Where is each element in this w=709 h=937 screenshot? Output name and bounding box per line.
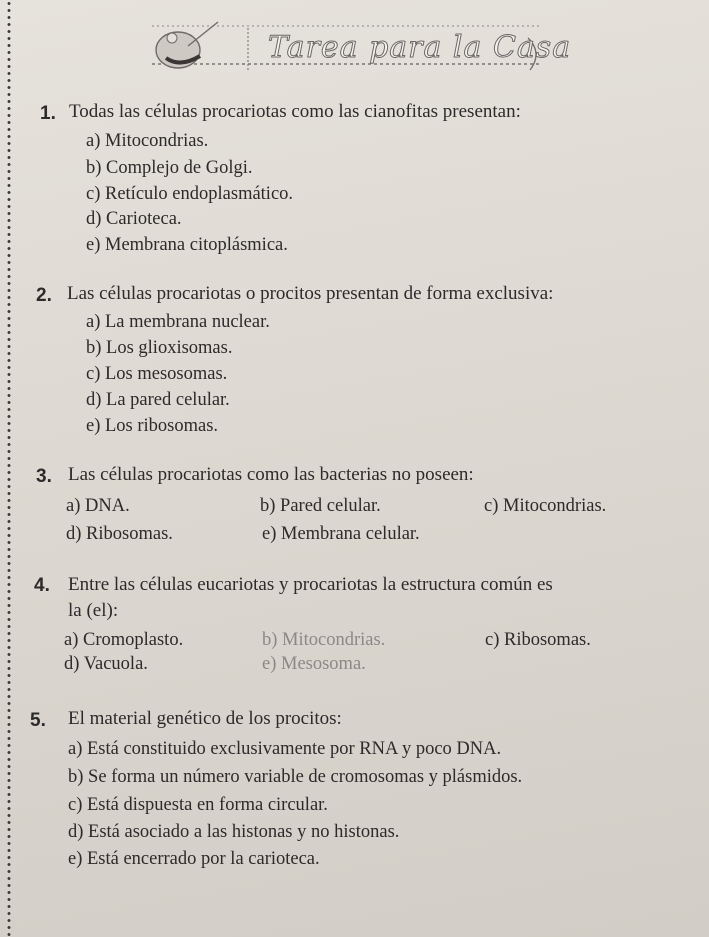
question-number: 4.	[34, 575, 50, 596]
question-text: Las células procariotas o procitos presentan de forma exclusiva:	[67, 283, 554, 304]
question-text: Las células procariotas como las bacterias no poseen:	[68, 464, 474, 485]
header-title: Tarea para la Casa	[268, 30, 572, 65]
question-number: 1.	[40, 103, 56, 124]
option-d: d) Está asociado a las histonas y no histonas.	[68, 822, 400, 842]
option-e: e) Los ribosomas.	[86, 416, 219, 436]
option-d: d) La pared celular.	[86, 390, 230, 410]
question-number: 3.	[36, 466, 52, 487]
header-banner	[148, 18, 572, 80]
option-b: b) Complejo de Golgi.	[86, 158, 253, 178]
option-d: d) Vacuola.	[64, 654, 148, 674]
option-d: d) Carioteca.	[86, 209, 182, 229]
binder-dots	[6, 0, 12, 937]
option-e: e) Membrana celular.	[262, 524, 420, 544]
question-number: 2.	[36, 285, 52, 306]
option-c: c) Los mesosomas.	[86, 364, 228, 384]
option-a: a) La membrana nuclear.	[86, 312, 270, 332]
option-c: c) Está dispuesta en forma circular.	[68, 795, 328, 815]
question-text-continued: la (el):	[68, 600, 119, 621]
option-c: c) Retículo endoplasmático.	[86, 184, 294, 204]
option-b: b) Los glioxisomas.	[86, 338, 233, 358]
option-e: e) Mesosoma.	[262, 654, 366, 674]
question-text: El material genético de los procitos:	[68, 708, 342, 729]
option-a: a) Mitocondrias.	[86, 131, 209, 151]
question-number: 5.	[30, 710, 46, 731]
option-a: a) Está constituido exclusivamente por RNA y poco DNA.	[68, 739, 502, 759]
option-e: e) Está encerrado por la carioteca.	[68, 849, 320, 869]
option-e: e) Membrana citoplásmica.	[86, 235, 288, 255]
option-b: b) Pared celular.	[260, 496, 381, 516]
question-text: Entre las células eucariotas y procariotas la estructura común es	[68, 574, 553, 595]
option-a: a) Cromoplasto.	[64, 630, 184, 650]
option-c: c) Mitocondrias.	[484, 496, 607, 516]
option-a: a) DNA.	[66, 496, 130, 516]
option-b: b) Mitocondrias.	[262, 630, 386, 650]
option-c: c) Ribosomas.	[485, 630, 591, 650]
question-text: Todas las células procariotas como las cianofitas presentan:	[69, 101, 521, 122]
option-d: d) Ribosomas.	[66, 524, 173, 544]
option-b: b) Se forma un número variable de cromosomas y plásmidos.	[68, 767, 523, 787]
